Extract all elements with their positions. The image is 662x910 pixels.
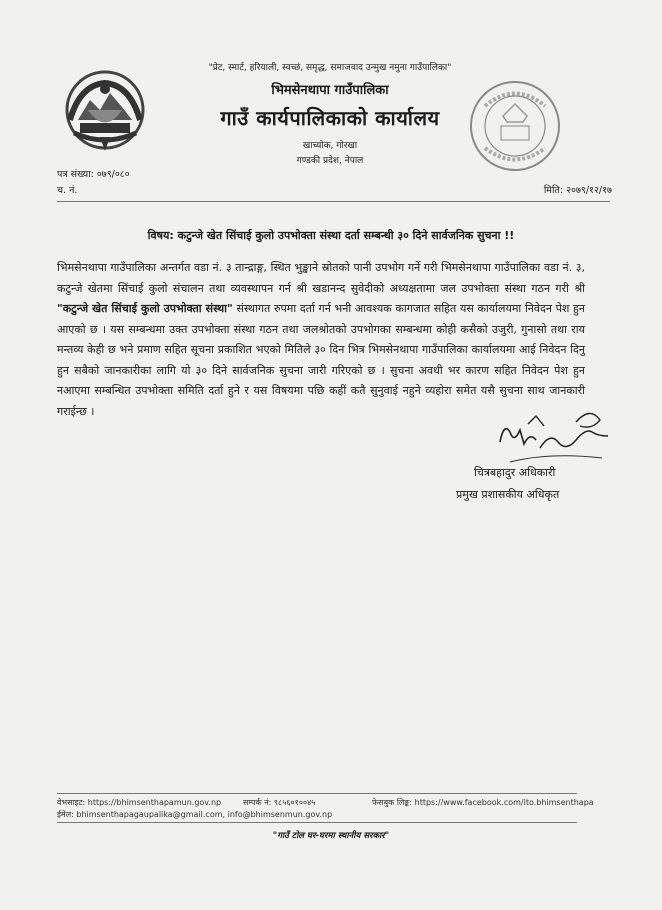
body-part-2: संस्थागत रुपमा दर्ता गर्न भनी आवश्यक कागजात सहित यस कार्यालयमा निवेदन पेश हुन आएको छ । यस सम्बन्धमा उक्त उपभोक्ता संस्था गठन तथा जलश्रोतको उपभोगका सम्बन्धमा कोही कसैको उजुरी, गुनासो तथा राय मन्तव्य केही छ भने प्रमाण सहित सूचना प्रकाशित भएको मितिले ३० दिन भित्र भिमसेनथापा गाउँपालिका कार्यालयमा आई निवेदन दिनु हुन सबैको जानकारीका लागि यो ३० दिने सार्वजनिक सुचना जारी गरिएको छ । सुचना अवधी भर कारण सहित निवेदन पेश हुन नआएमा सम्बन्धित उपभोक्ता समिति दर्ता हुने र यस विषयमा पछि कहीं कतै सुनुवाई नहुने व्यहोरा समेत यसै सुचना साथ जानकारी गराईन्छ । bbox=[57, 302, 585, 418]
office-title: गाउँ कार्यपालिकाको कार्यालय bbox=[220, 106, 440, 130]
letter-date: मिति: २०७९/१२/१७ bbox=[543, 185, 612, 196]
footer-facebook[interactable]: फेसबुक लिङ्क: https://www.facebook.com/ito.bhimsenthapa bbox=[372, 798, 594, 807]
address-line-2: गण्डकी प्रदेश, नेपाल bbox=[296, 156, 364, 166]
reference-number: पत्र संख्या: ०७९/०८० bbox=[57, 169, 130, 180]
handwritten-signature bbox=[480, 402, 620, 470]
header-divider bbox=[57, 201, 610, 202]
footer-phone: सम्पर्क नं: ९८५६०१००४५ bbox=[243, 798, 316, 807]
footer-email[interactable]: ईमेल: bhimsenthapagaupalika@gmail.com, info@bhimsenmun.gov.np bbox=[57, 810, 333, 819]
slogan: "प्रेट, स्मार्ट, हरियाली, स्वच्छं, समृद्ध, समाजवाद उन्मुख नमुना गाउँपालिका" bbox=[208, 63, 452, 73]
subject-line bbox=[30, 228, 632, 243]
footer-website[interactable]: वेभसाइट: https://bhimsenthapamun.gov.np bbox=[57, 798, 222, 807]
subject-text: कटुन्जे खेत सिंचाई कुलो उपभोक्ता संस्था दर्ता सम्बन्धी ३० दिने सार्वजनिक सुचना !! bbox=[177, 229, 515, 242]
subject-label: विषय: bbox=[147, 229, 174, 242]
footer-motto: "गाउँ टोल घर-घरमा स्थानीय सरकार" bbox=[272, 831, 390, 841]
signer-title: प्रमुख प्रशासकीय अधिकृत bbox=[456, 488, 560, 501]
signer-name: चित्रबहादुर अधिकारी bbox=[474, 466, 556, 479]
office-stamp bbox=[465, 76, 565, 176]
body-part-1: भिमसेनथापा गाउँपालिका अन्तर्गत वडा नं. ३ तान्द्राङ्ग, स्थित भुङ्खाने स्रोतको पानी उपभोग गर्ने गरी भिमसेनथापा गाउँपालिका वडा नं. ३, कटुन्जे खेतमा सिंचाई कुलो संचालन तथा व्यवस्थापन गर्न श्री खडानन्द सुवेदीको अध्यक्षतामा जल उपभोक्ता संस्था गठन गरी श्री bbox=[57, 261, 585, 295]
footer-divider bbox=[57, 793, 577, 794]
dispatch-number: च. नं. bbox=[57, 185, 78, 196]
address-line-1: खाच्योक, गोरखा bbox=[302, 141, 358, 151]
notice-body bbox=[57, 258, 585, 422]
body-organization-name: "कटुन्जे खेत सिंचाई कुलो उपभोक्ता संस्था" bbox=[57, 302, 233, 315]
municipality-name: भिमसेनथापा गाउँपालिका bbox=[271, 83, 389, 98]
motto-divider bbox=[57, 822, 577, 823]
